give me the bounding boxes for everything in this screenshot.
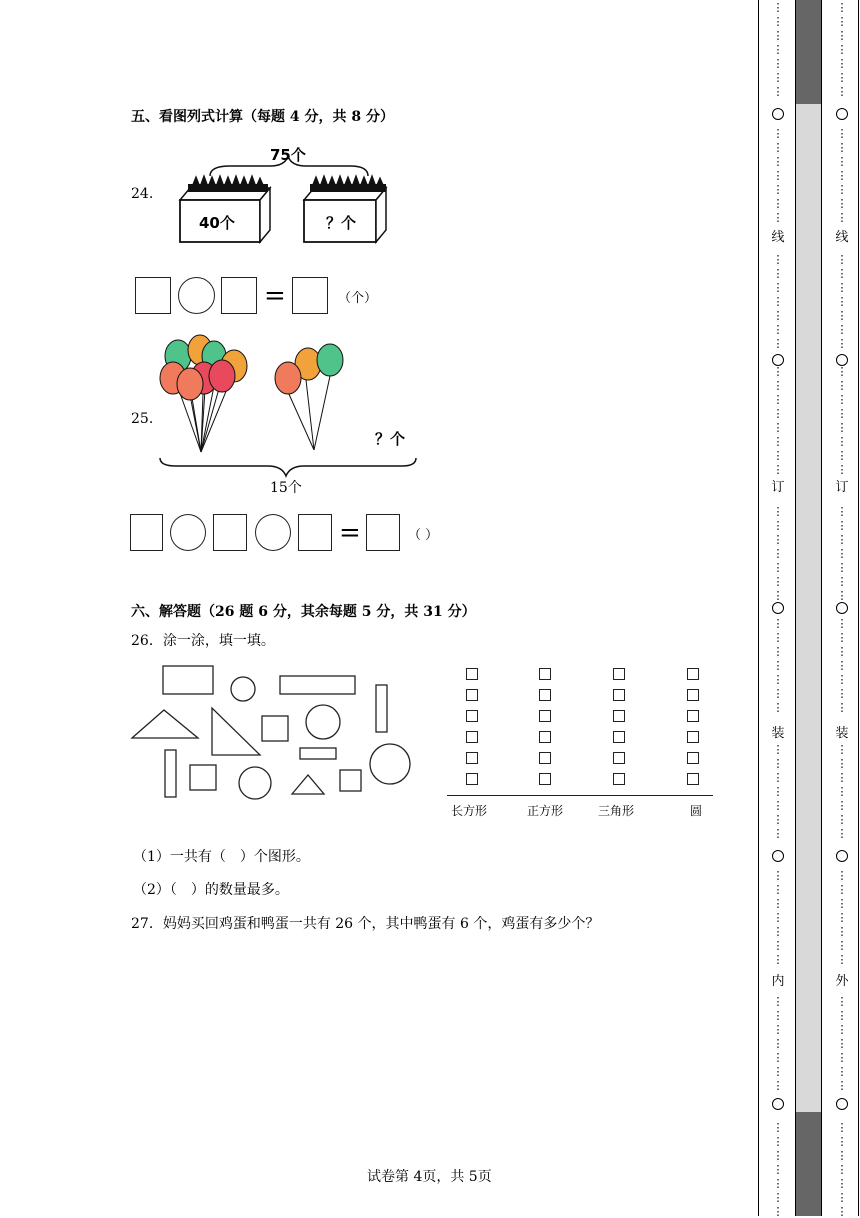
q25-total-label: 15个 <box>270 480 302 496</box>
binding-dot: ⋮ <box>836 15 848 28</box>
binding-dot: ⋮ <box>772 533 784 546</box>
binding-dot: ⋮ <box>772 519 784 532</box>
binding-dot: ⋮ <box>772 869 784 882</box>
binding-dot: ⋮ <box>772 1009 784 1022</box>
binding-dot: ⋮ <box>836 1037 848 1050</box>
q26-shapes-figure <box>128 662 418 804</box>
rectangle-shape <box>165 750 176 797</box>
inner-binding-char-2: 订 <box>771 480 785 495</box>
binding-dot: ⋮ <box>772 379 784 392</box>
circle-shape <box>306 705 340 739</box>
binding-dot: ⋮ <box>836 1191 848 1204</box>
q27-prompt: 27．妈妈买回鸡蛋和鸭蛋一共有 26 个，其中鸭蛋有 6 个，鸡蛋有多少个？ <box>131 916 600 932</box>
question-24-number: 24. <box>131 186 154 202</box>
binding-dot: ⋮ <box>772 995 784 1008</box>
q26-tally-box[interactable] <box>466 689 478 701</box>
outer-binding-char-2: 订 <box>835 480 849 495</box>
q26-tally-box[interactable] <box>687 731 699 743</box>
binding-dot: ⋮ <box>772 1205 784 1218</box>
binding-dot: ⋮ <box>836 673 848 686</box>
binding-dot: ⋮ <box>836 631 848 644</box>
q25-question-label: ？个 <box>375 430 406 448</box>
binding-dot: ⋮ <box>836 295 848 308</box>
binding-dot: ⋮ <box>772 1065 784 1078</box>
binding-dot: ⋮ <box>772 757 784 770</box>
binding-dot: ⋮ <box>836 771 848 784</box>
binding-dot: ⋮ <box>772 141 784 154</box>
binding-dot: ⋮ <box>836 1 848 14</box>
binding-dot: ⋮ <box>772 15 784 28</box>
binding-dot: ⋮ <box>836 1205 848 1218</box>
binding-dot: ⋮ <box>836 407 848 420</box>
binding-dot: ⋮ <box>836 519 848 532</box>
q24-equals-sign: = <box>264 281 286 311</box>
binding-dot: ⋮ <box>772 449 784 462</box>
inner-binding-char-4: 内 <box>771 974 785 989</box>
outer-binding-char-4: 外 <box>835 974 849 989</box>
binding-dot: ⋮ <box>836 1023 848 1036</box>
circle-shape <box>370 744 410 784</box>
binding-dot: ⋮ <box>772 827 784 840</box>
binding-dot: ⋮ <box>836 883 848 896</box>
binding-dot: ⋮ <box>772 29 784 42</box>
binding-dot: ⋮ <box>836 211 848 224</box>
binding-dot: ⋮ <box>772 673 784 686</box>
q26-tally-box[interactable] <box>613 668 625 680</box>
q26-tally-box[interactable] <box>539 731 551 743</box>
binding-dot: ⋮ <box>836 547 848 560</box>
binding-dot: ⋮ <box>836 379 848 392</box>
binding-dot: ⋮ <box>836 365 848 378</box>
binding-dot: ⋮ <box>836 897 848 910</box>
binding-strip-dark-top <box>795 0 821 104</box>
binding-dot: ⋮ <box>772 309 784 322</box>
binding-dot: ⋮ <box>836 323 848 336</box>
binding-dot: ⋮ <box>836 561 848 574</box>
binding-dot: ⋮ <box>772 911 784 924</box>
binding-dot: ⋮ <box>772 435 784 448</box>
binding-dot: ⋮ <box>836 813 848 826</box>
binding-circle <box>836 850 848 862</box>
binding-dot: ⋮ <box>836 799 848 812</box>
binding-dot: ⋮ <box>772 323 784 336</box>
q24-box1-label: 40个 <box>199 214 235 232</box>
q25-left-balloons <box>160 335 247 400</box>
triangle-shape <box>132 710 198 738</box>
binding-dot: ⋮ <box>836 1051 848 1064</box>
q24-total-label: 75个 <box>270 146 306 164</box>
q26-tally-box[interactable] <box>466 668 478 680</box>
binding-dot: ⋮ <box>836 253 848 266</box>
q24-operator-circle[interactable] <box>178 277 215 314</box>
q25-unit: （ ） <box>408 528 439 543</box>
binding-dot: ⋮ <box>836 953 848 966</box>
q26-tally-box[interactable] <box>539 773 551 785</box>
q25-result-box[interactable] <box>366 514 400 551</box>
section-five-heading: 五、看图列式计算（每题 4 分，共 8 分） <box>131 109 394 125</box>
binding-line-left <box>758 0 759 1216</box>
binding-dot: ⋮ <box>772 169 784 182</box>
q26-prompt: 26．涂一涂，填一填。 <box>131 633 275 649</box>
q24-box2-label: ？个 <box>326 214 357 232</box>
binding-dot: ⋮ <box>836 57 848 70</box>
binding-dot: ⋮ <box>772 785 784 798</box>
binding-dot: ⋮ <box>772 575 784 588</box>
binding-dot: ⋮ <box>772 211 784 224</box>
q26-tally-box[interactable] <box>466 731 478 743</box>
binding-dot: ⋮ <box>836 1121 848 1134</box>
q25-answer-box-1[interactable] <box>130 514 163 551</box>
binding-dot: ⋮ <box>836 183 848 196</box>
triangle-shape <box>292 775 324 794</box>
binding-circle <box>772 602 784 614</box>
inner-binding-char-1: 线 <box>771 230 785 245</box>
binding-dot: ⋮ <box>772 463 784 476</box>
q25-operator-circle-2[interactable] <box>255 514 291 551</box>
binding-dot: ⋮ <box>772 1149 784 1162</box>
q26-tally-box[interactable] <box>466 773 478 785</box>
binding-dot: ⋮ <box>836 589 848 602</box>
binding-circle <box>772 850 784 862</box>
binding-dot: ⋮ <box>772 43 784 56</box>
binding-dot: ⋮ <box>772 687 784 700</box>
binding-strip-gray <box>795 0 821 1216</box>
square-shape <box>262 716 288 741</box>
binding-dot: ⋮ <box>772 57 784 70</box>
binding-dot: ⋮ <box>836 71 848 84</box>
q26-tally-box[interactable] <box>687 752 699 764</box>
q25-balloons-figure <box>156 334 421 484</box>
binding-dot: ⋮ <box>772 1079 784 1092</box>
binding-dot: ⋮ <box>836 393 848 406</box>
section-six-heading: 六、解答题（26 题 6 分，其余每题 5 分，共 31 分） <box>131 604 476 620</box>
square-shape <box>190 765 216 790</box>
binding-dot: ⋮ <box>772 127 784 140</box>
binding-strip-dark-bottom <box>795 1112 821 1216</box>
binding-circle <box>772 354 784 366</box>
q24-result-box[interactable] <box>292 277 328 314</box>
binding-dot: ⋮ <box>836 925 848 938</box>
binding-dot: ⋮ <box>772 925 784 938</box>
binding-circle <box>836 354 848 366</box>
binding-dot: ⋮ <box>772 407 784 420</box>
binding-dot: ⋮ <box>836 785 848 798</box>
q26-tally-box[interactable] <box>613 752 625 764</box>
binding-dot: ⋮ <box>836 1065 848 1078</box>
binding-line-mid-2 <box>821 0 822 1216</box>
q26-tally-box[interactable] <box>613 689 625 701</box>
q25-answer-box-3[interactable] <box>298 514 332 551</box>
binding-dot: ⋮ <box>836 281 848 294</box>
inner-binding-char-3: 装 <box>771 726 785 741</box>
binding-dot: ⋮ <box>836 869 848 882</box>
q26-tally-box[interactable] <box>613 710 625 722</box>
q26-category-rectangle: 长方形 <box>451 804 488 818</box>
binding-dot: ⋮ <box>772 953 784 966</box>
binding-dot: ⋮ <box>772 631 784 644</box>
binding-dot: ⋮ <box>836 1079 848 1092</box>
binding-dot: ⋮ <box>836 575 848 588</box>
binding-dot: ⋮ <box>772 337 784 350</box>
outer-binding-char-3: 装 <box>835 726 849 741</box>
q26-tally-box[interactable] <box>687 689 699 701</box>
binding-dot: ⋮ <box>772 813 784 826</box>
binding-dot: ⋮ <box>836 309 848 322</box>
binding-dot: ⋮ <box>836 141 848 154</box>
binding-dot: ⋮ <box>772 421 784 434</box>
binding-dot: ⋮ <box>836 687 848 700</box>
q26-tally-box[interactable] <box>687 773 699 785</box>
binding-dot: ⋮ <box>772 645 784 658</box>
q25-brace <box>160 458 416 476</box>
q26-sub-question-2: （2）（ ）的数量最多。 <box>133 882 289 898</box>
binding-dot: ⋮ <box>772 561 784 574</box>
binding-dot: ⋮ <box>772 701 784 714</box>
binding-dot: ⋮ <box>772 1135 784 1148</box>
q25-equals-sign: = <box>339 518 361 548</box>
binding-dot: ⋮ <box>772 281 784 294</box>
binding-dot: ⋮ <box>772 939 784 952</box>
binding-dot: ⋮ <box>836 155 848 168</box>
rectangle-shape <box>376 685 387 732</box>
binding-dot: ⋮ <box>836 1177 848 1190</box>
binding-line-right <box>858 0 859 1216</box>
binding-dot: ⋮ <box>772 589 784 602</box>
q25-answer-box-2[interactable] <box>213 514 247 551</box>
rectangle-shape <box>300 748 336 759</box>
binding-circle <box>836 602 848 614</box>
q26-category-circle: 圆 <box>690 804 703 818</box>
binding-dot: ⋮ <box>772 743 784 756</box>
binding-dot: ⋮ <box>772 1191 784 1204</box>
binding-dot: ⋮ <box>772 71 784 84</box>
binding-dot: ⋮ <box>772 197 784 210</box>
q26-tally-box[interactable] <box>539 752 551 764</box>
q26-tally-box[interactable] <box>539 668 551 680</box>
binding-dot: ⋮ <box>836 533 848 546</box>
binding-dot: ⋮ <box>836 449 848 462</box>
binding-dot: ⋮ <box>772 183 784 196</box>
binding-dot: ⋮ <box>772 1177 784 1190</box>
binding-dot: ⋮ <box>836 617 848 630</box>
binding-dot: ⋮ <box>836 939 848 952</box>
q26-tally-box[interactable] <box>466 710 478 722</box>
binding-dot: ⋮ <box>772 253 784 266</box>
q26-tally-box[interactable] <box>613 773 625 785</box>
q26-chart-baseline <box>447 795 713 796</box>
binding-dot: ⋮ <box>836 757 848 770</box>
q26-sub-question-1: （1）一共有（ ）个图形。 <box>133 849 310 865</box>
binding-circle <box>772 1098 784 1110</box>
binding-dot: ⋮ <box>772 1051 784 1064</box>
q26-category-square: 正方形 <box>527 804 564 818</box>
binding-dot: ⋮ <box>836 911 848 924</box>
binding-dot: ⋮ <box>772 85 784 98</box>
binding-dot: ⋮ <box>836 29 848 42</box>
binding-dot: ⋮ <box>836 421 848 434</box>
binding-dot: ⋮ <box>836 1135 848 1148</box>
square-shape <box>340 770 361 791</box>
binding-dot: ⋮ <box>836 1009 848 1022</box>
binding-dot: ⋮ <box>772 365 784 378</box>
q26-tally-box[interactable] <box>539 689 551 701</box>
binding-dot: ⋮ <box>836 827 848 840</box>
binding-dot: ⋮ <box>836 505 848 518</box>
page-footer: 试卷第 4页，共 5页 <box>367 1169 492 1185</box>
binding-line-mid-1 <box>795 0 796 1216</box>
q25-operator-circle-1[interactable] <box>170 514 206 551</box>
binding-dot: ⋮ <box>836 701 848 714</box>
triangle-shape <box>212 708 260 755</box>
q25-right-balloons <box>275 344 343 394</box>
circle-shape <box>231 677 255 701</box>
rectangle-shape <box>163 666 213 694</box>
binding-dot: ⋮ <box>772 1163 784 1176</box>
binding-dot: ⋮ <box>772 505 784 518</box>
binding-dot: ⋮ <box>836 169 848 182</box>
binding-dot: ⋮ <box>836 85 848 98</box>
binding-dot: ⋮ <box>836 1163 848 1176</box>
q26-tally-box[interactable] <box>539 710 551 722</box>
binding-dot: ⋮ <box>836 267 848 280</box>
binding-dot: ⋮ <box>836 463 848 476</box>
q26-category-triangle: 三角形 <box>598 804 635 818</box>
binding-dot: ⋮ <box>836 43 848 56</box>
binding-dot: ⋮ <box>772 883 784 896</box>
binding-dot: ⋮ <box>772 155 784 168</box>
binding-circle <box>836 1098 848 1110</box>
binding-dot: ⋮ <box>772 267 784 280</box>
circle-shape <box>239 767 271 799</box>
q26-tally-box[interactable] <box>687 710 699 722</box>
q24-unit: （个） <box>338 291 378 306</box>
binding-dot: ⋮ <box>836 743 848 756</box>
binding-dot: ⋮ <box>772 1023 784 1036</box>
binding-circle <box>772 108 784 120</box>
binding-dot: ⋮ <box>772 799 784 812</box>
binding-dot: ⋮ <box>772 393 784 406</box>
q24-answer-box-2[interactable] <box>221 277 257 314</box>
binding-dot: ⋮ <box>772 295 784 308</box>
q26-tally-box[interactable] <box>687 668 699 680</box>
binding-dot: ⋮ <box>772 617 784 630</box>
q24-answer-box-1[interactable] <box>135 277 171 314</box>
q26-tally-box[interactable] <box>613 731 625 743</box>
binding-dot: ⋮ <box>836 337 848 350</box>
outer-binding-char-1: 线 <box>835 230 849 245</box>
binding-dot: ⋮ <box>836 1149 848 1162</box>
binding-dot: ⋮ <box>836 995 848 1008</box>
binding-dot: ⋮ <box>772 771 784 784</box>
binding-dot: ⋮ <box>836 659 848 672</box>
rectangle-shape <box>280 676 355 694</box>
binding-dot: ⋮ <box>836 435 848 448</box>
binding-dot: ⋮ <box>772 1 784 14</box>
binding-dot: ⋮ <box>836 127 848 140</box>
binding-dot: ⋮ <box>772 547 784 560</box>
binding-circle <box>836 108 848 120</box>
binding-dot: ⋮ <box>772 897 784 910</box>
q26-tally-box[interactable] <box>466 752 478 764</box>
binding-dot: ⋮ <box>772 1037 784 1050</box>
binding-dot: ⋮ <box>836 645 848 658</box>
binding-dot: ⋮ <box>836 197 848 210</box>
binding-dot: ⋮ <box>772 659 784 672</box>
binding-dot: ⋮ <box>772 1121 784 1134</box>
question-25-number: 25. <box>131 411 154 427</box>
